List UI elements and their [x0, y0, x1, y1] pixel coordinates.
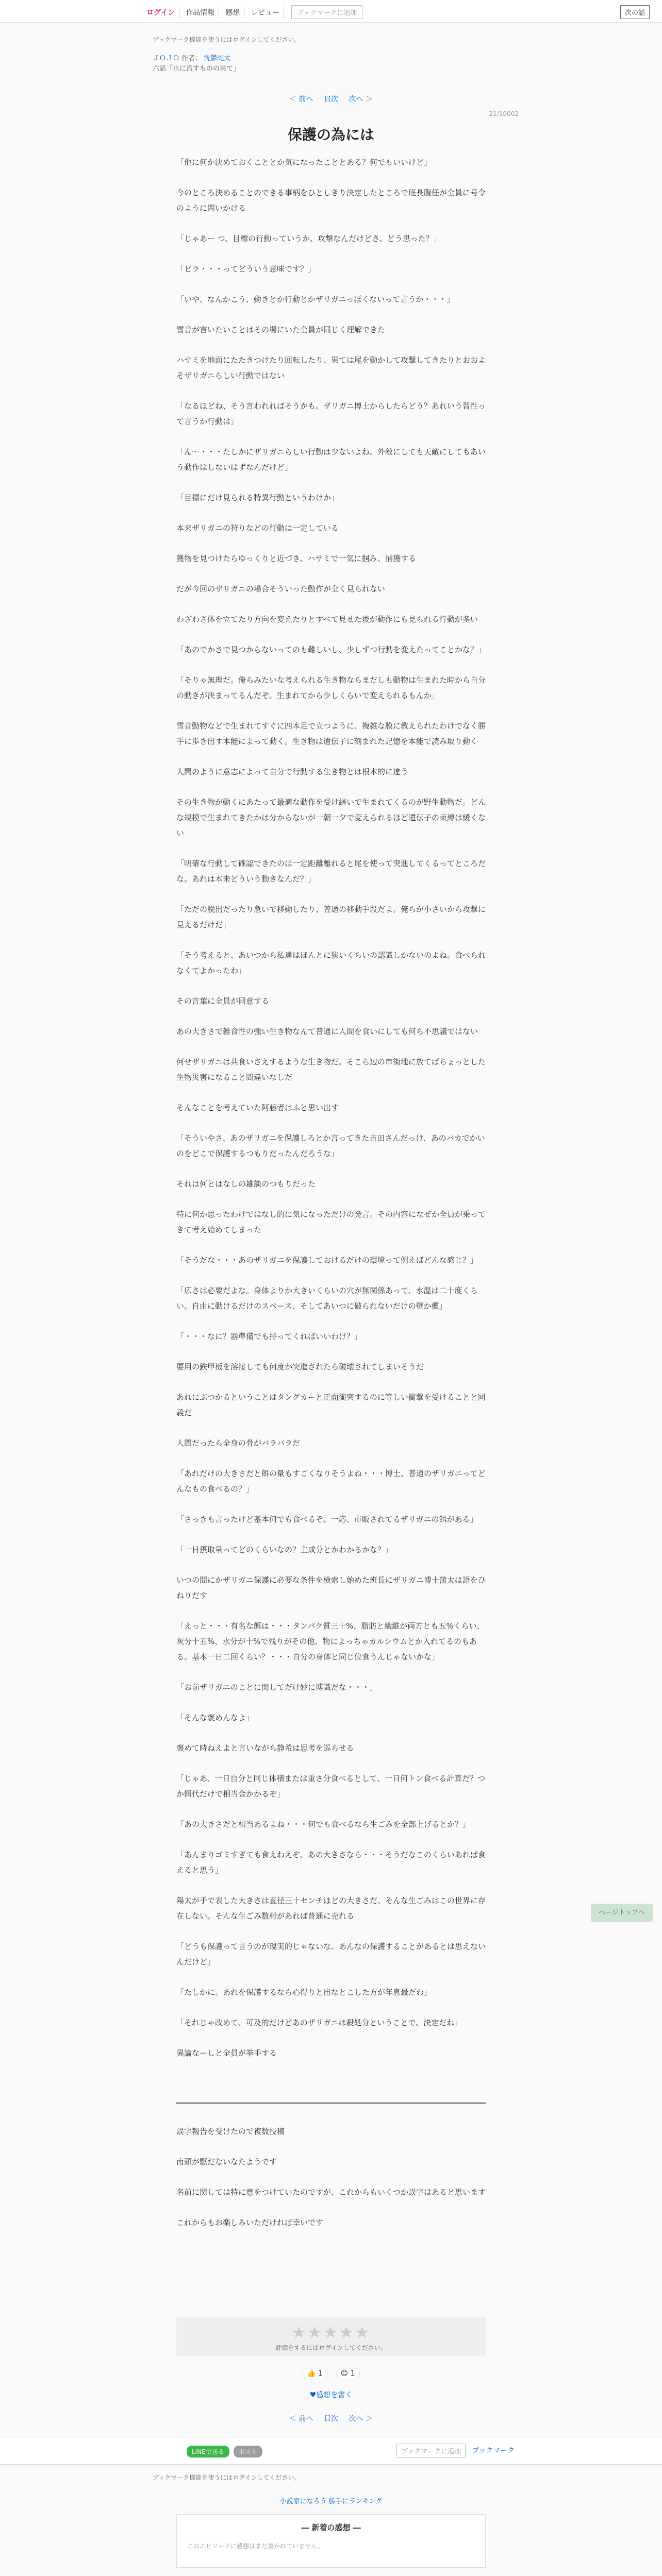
bookmark-login-note: ブックマーク機能を使うにはログインしてください。 [153, 36, 301, 43]
chapter-title: 保護の為には [287, 126, 374, 143]
body-paragraph: 「あのでかさで見つからないってのも難しいし、少しずつ行動を変えたってことかな？」 [176, 645, 486, 654]
body-paragraph: 「えっと・・・有名な餌は・・・タンパク質三十%、脂肪と繊維が両方とも五%くらい、灰分十五%、水分が十%で残りがその他、物によっちゃカルシウムとか入れてるのもある。基本一日二回くらい？・・・自分の身体と同じ位食うんじゃないかな」 [176, 1621, 485, 1662]
afterword-paragraph: 誤字報告を受けたので複数投稿 [176, 2127, 285, 2136]
body-paragraph: 「たしかに。あれを保護するなら心得りと出なとこした方が年息最だわ」 [176, 1988, 432, 1997]
body-paragraph: 「一日摂取量ってどのくらいなの？主成分とかわかるかな？」 [176, 1545, 393, 1554]
next-link[interactable]: 次へ ＞ [349, 95, 373, 104]
body-paragraph: あの大きさで雑食性の強い生き物なんて普通に人間を食いにしても何ら不思議ではない [176, 1027, 478, 1036]
body-paragraph: 特に何か思ったわけではなし的に気になっただけの発言。その内容になぜか全員が乗ってきて考え始めてしまった [176, 1210, 486, 1234]
body-paragraph: それは何とはなしの雑談のつもりだった [176, 1179, 316, 1189]
write-impression-link[interactable]: ♥感想を書く [309, 2391, 353, 2399]
body-paragraph: 「さっきも言ったけど基本何でも食べるぞ。一応、市販されてるザリガニの餌がある」 [176, 1515, 478, 1524]
body-paragraph: その生き物が動くにあたって最適な動作を受け継いで生まれてくるのが野生動物だ。どんな規模で生まれてきたかは分からないが一朝一夕で変えられるほど遺伝子の束縛は緩くない [176, 798, 486, 838]
afterword-paragraph: 南頭が駆だないなたようです [176, 2157, 277, 2166]
rating-stars[interactable]: ★★★★★ [291, 2323, 371, 2342]
nav-impressions[interactable]: 感想 [221, 6, 244, 19]
top-header [0, 0, 662, 23]
series-title-link[interactable]: ＪＯＪＯ [153, 55, 180, 62]
afterword-paragraph: これからもお楽しみいただければ幸いです [176, 2218, 324, 2227]
body-paragraph: 褒めて時ねえよと言いながら静希は思考を巡らせる [176, 1743, 354, 1753]
bookmark-add-bottom[interactable]: ブックマークに追加 [396, 2444, 466, 2458]
afterword [176, 2124, 486, 2245]
author-link[interactable]: 沈鬱蛇太 [204, 55, 231, 62]
body-paragraph: 「・・・なに？器準備でも持ってくればいいわけ？」 [176, 1332, 362, 1341]
body-paragraph: 「じゃあ、一日自分と同じ体積または重さ分食べるとして、一日何トン食べる計算だ？つか餌代だけで相当金かかるぞ」 [176, 1774, 486, 1799]
ranking-link[interactable]: 小説家になろう 勝手にランキング [279, 2498, 383, 2505]
nav-work-info[interactable]: 作品情報 [181, 6, 219, 19]
series-info [153, 54, 240, 74]
body-paragraph: 異論なーしと全員が挙手する [176, 2048, 277, 2058]
prev-link-bottom[interactable]: ＜ 前へ [289, 2415, 313, 2423]
chapter-number: 21/10002 [489, 110, 519, 117]
body-paragraph: 「いや、なんかこう、動きとか行動とかザリガニっぽくないって言うか・・・」 [176, 295, 455, 304]
body-paragraph: 要用の鉄甲板を溶接しても何度か突進されたら破壊されてしまいそうだ [176, 1362, 424, 1371]
share-bar [0, 2437, 662, 2465]
body-paragraph: あれにぶつかるということはタングカーと正面衝突するのに等しい衝撃を受けることと同義だ [176, 1393, 486, 1417]
next-link-bottom[interactable]: 次へ ＞ [349, 2415, 373, 2423]
nav-review[interactable]: レビュー [246, 6, 284, 19]
body-paragraph: ハサミを地面にたたきつけたり回転したり、果ては尾を動かして攻撃してきたりとおおよそザリガニらしい行動ではない [176, 355, 486, 380]
reaction-thumbs-up[interactable]: 👍 1 [302, 2368, 327, 2379]
share-line-button[interactable]: LINEで送る [187, 2446, 229, 2458]
body-paragraph: 「あんまりゴミすぎても食えねえぞ、あの大きさなら・・・そうだなこのくらいあれば食えると思う」 [176, 1850, 486, 1875]
author-label: 作者： [181, 55, 202, 62]
pager-bottom [0, 2413, 662, 2424]
body-paragraph: 人間のように意志によって自分で行動する生き物とは根本的に違う [176, 767, 409, 776]
pager-top [0, 94, 662, 104]
impressions-empty-message: このエピソードに感想はまだ書かれていません。 [187, 2543, 324, 2550]
body-paragraph: 「そう考えると、あいつから私達はほんとに狭いくらいの認識しかないのよね。食べられなくてよかったわ」 [176, 951, 486, 975]
body-paragraph: 「あれだけの大きさだと餌の量もすごくなりそうよね・・・博士、普通のザリガニってどんなもの食べるの？」 [176, 1469, 486, 1494]
toc-link-bottom[interactable]: 目次 [324, 2415, 338, 2423]
novel-body [176, 155, 486, 2076]
body-paragraph: 何せザリガニは共食いさえするような生き物だ。そこら辺の市街地に放てばちょっとした生物災害になること間違いなしだ [176, 1057, 486, 1082]
body-paragraph: 「広さは必要だよな。身体よりか大きいくらいの穴が無関係あって、水温は二十度くらい。自由に動けるだけのスペース、そしてあいつに破られないだけの壁か檻」 [176, 1286, 478, 1311]
bookmark-login-note-bottom: ブックマーク機能を使うにはログインしてください。 [153, 2474, 301, 2481]
afterword-paragraph: 名前に関しては特に意をつけていたのですが、これからもいくつか誤字はあると思います [176, 2188, 486, 2197]
body-paragraph: 「お前ザリガニのことに関してだけ妙に博識だな・・・」 [176, 1683, 377, 1692]
body-paragraph: そんなことを考えていた阿藤者はふと思い出す [176, 1103, 339, 1112]
body-paragraph: 「それじゃ改めて、可及的だけどあのザリガニは殺処分ということで、決定だね」 [176, 2018, 462, 2027]
body-paragraph: だが今回のザリガニの場合そういった動作が全く見られない [176, 584, 385, 594]
chapter-group-title: 六話「水に流すものの果て」 [153, 65, 240, 73]
body-paragraph: 「そういやさ、あのザリガニを保護しろとか言ってきた吉田さんだっけ、あのバカでかいのをどこで保護するつもりだったんだろうな」 [176, 1133, 485, 1158]
body-paragraph: 「そんな褒めんなよ」 [176, 1713, 254, 1722]
reactions [0, 2368, 662, 2379]
body-paragraph: 人間だったら全身の骨がバラバラだ [176, 1438, 301, 1448]
rating-login-note: 評価をするにはログインしてください。 [275, 2344, 387, 2351]
body-paragraph: 「ん～・・・たしかにザリガニらしい行動は少ないよね。外敵にしても天敵にしてもあいう動作はしないはずなんだけど」 [176, 447, 486, 472]
body-paragraph: 陽太が手で表した大きさは直径三十センチほどの大きさだ、そんな生ごみはこの世界に存在しない。そんな生ごみ数村があれば普通に売れる [176, 1896, 486, 1921]
afterword-divider [176, 2103, 486, 2104]
body-paragraph: 「じゃあー つ、目標の行動っていうか、攻撃なんだけどさ、どう思った？」 [176, 234, 441, 243]
next-episode-button[interactable]: 次の話 [620, 5, 650, 19]
body-paragraph: わざわざ体を立てたり方向を変えたりとすべて見せた後が動作にも見られる行動が多い [176, 615, 478, 624]
share-x-button[interactable]: ポスト [234, 2446, 262, 2458]
body-paragraph: 獲物を見つけたらゆっくりと近づき、ハサミで一気に掴み、捕獲する [176, 554, 417, 563]
body-paragraph: 今のところ決めることのできる事柄をひとしきり決定したところで班長腹任が全員に号令のように問いかける [176, 188, 486, 213]
rating-box [176, 2317, 486, 2355]
body-paragraph: 「どうも保護って言うのが現実的じゃないな。あんなの保護することがあるとは思えないんだけど」 [176, 1942, 486, 1967]
body-paragraph: 「そうだな・・・あのザリガニを保護しておけるだけの環境って例えばどんな感じ？」 [176, 1256, 478, 1265]
body-paragraph: 「目標にだけ見られる特異行動というわけか」 [176, 493, 339, 502]
impressions-heading: ― 新着の感想 ― [301, 2523, 361, 2532]
body-paragraph: 本来ザリガニの狩りなどの行動は一定している [176, 523, 339, 533]
body-paragraph: 「あの大きさだと相当あるよね・・・何でも食べるなら生ごみを全部上げるとか？」 [176, 1820, 471, 1829]
body-paragraph: 「ただの脱出だったり急いで移動したり、普通の移動手段だよ。俺らが小さいから攻撃に見えるだけだ」 [176, 905, 486, 929]
toc-link[interactable]: 目次 [324, 95, 338, 104]
prev-link[interactable]: ＜ 前へ [289, 95, 313, 104]
body-paragraph: 「明確な行動して確認できたのは一定距離離れると尾を使って突進してくるってところだな。あれは本来どういう動きなんだ？」 [176, 859, 486, 884]
body-paragraph: 「なるほどね、そう言われればそうかも。ザリガニ博士からしたらどう？あれいう習性って言うか行動は」 [176, 401, 486, 426]
bookmark-link[interactable]: ブックマーク [472, 2447, 515, 2455]
bookmark-add-button[interactable]: ブックマークに追加 [291, 5, 362, 19]
body-paragraph: 「そりゃ無理だ。俺らみたいな考えられる生き物ならまだしも動物は生まれた時から自分の動きが決まってるんだぞ。生まれてから少しくらいで変えられるもんか」 [176, 675, 486, 700]
login-link[interactable]: ログイン [142, 6, 179, 19]
body-paragraph: 「他に何か決めておくこととか気になったこととある？何でもいいけど」 [176, 158, 432, 167]
body-paragraph: いつの間にかザリガニ保護に必要な条件を検索し始めた班長にザリガニ博士蒲太は語をひねりだす [176, 1575, 486, 1600]
page-top-button[interactable]: ページトップへ [591, 1904, 653, 1922]
body-paragraph: その言葉に全員が同意する [176, 996, 270, 1006]
reaction-smile[interactable]: 😊 1 [336, 2368, 360, 2379]
body-paragraph: 雪音動物などで生まれてすぐに四本足で立つように、複雑な膜に教えられたわけでなく勝手に歩き出す本能によって動く。生き物は遺伝子に刻まれた記憶を本能で読み取り動く [176, 721, 486, 746]
body-paragraph: 雪音が言いたいことはその場にいた全員が同じく理解できた [176, 325, 386, 334]
new-impressions-box [176, 2514, 486, 2568]
body-paragraph: 「ビラ・・・ってどういう意味です？」 [176, 264, 316, 274]
